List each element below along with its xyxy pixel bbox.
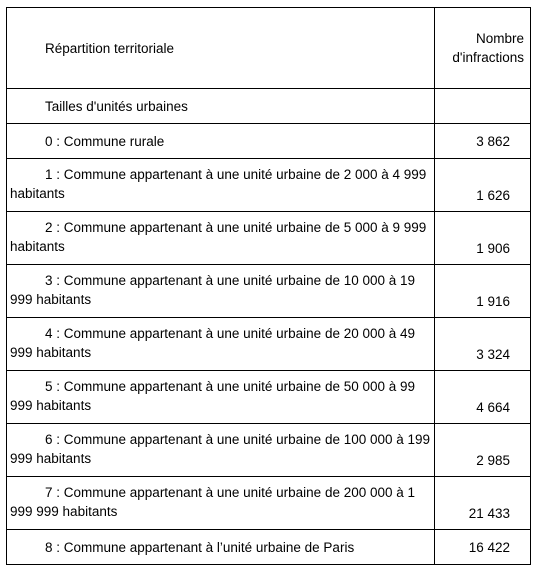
row-value: 1 626	[435, 159, 531, 212]
row-label: 7 : Commune appartenant à une unité urbaine de 200 000 à 1 999 999 habitants	[7, 477, 435, 530]
row-label: 3 : Commune appartenant à une unité urbaine de 10 000 à 19 999 habitants	[7, 265, 435, 318]
row-value: 16 422	[435, 530, 531, 565]
table-row	[7, 371, 531, 424]
row-value: 4 664	[435, 371, 531, 424]
header-count	[435, 8, 531, 89]
row-label: 5 : Commune appartenant à une unité urbaine de 50 000 à 99 999 habitants	[7, 371, 435, 424]
table-row	[7, 159, 531, 212]
header-count-line-2: d'infractions	[452, 50, 524, 65]
table-row	[7, 477, 531, 530]
row-label: 2 : Commune appartenant à une unité urbaine de 5 000 à 9 999 habitants	[7, 212, 435, 265]
row-value: 2 985	[435, 424, 531, 477]
table-row	[7, 212, 531, 265]
row-label: 6 : Commune appartenant à une unité urbaine de 100 000 à 199 999 habitants	[7, 424, 435, 477]
table-row	[7, 124, 531, 159]
row-value: 3 862	[435, 124, 531, 159]
row-label: 4 : Commune appartenant à une unité urbaine de 20 000 à 49 999 habitants	[7, 318, 435, 371]
table-row	[7, 265, 531, 318]
row-label: 0 : Commune rurale	[7, 124, 435, 159]
section-label: Tailles d'unités urbaines	[7, 89, 435, 124]
header-territory: Répartition territoriale	[7, 8, 435, 89]
territorial-distribution-table	[6, 7, 531, 565]
table-row	[7, 530, 531, 565]
header-row	[7, 8, 531, 89]
table-row	[7, 424, 531, 477]
row-label: 8 : Commune appartenant à l’unité urbaine de Paris	[7, 530, 435, 565]
row-value: 1 906	[435, 212, 531, 265]
table-row	[7, 318, 531, 371]
row-label: 1 : Commune appartenant à une unité urbaine de 2 000 à 4 999 habitants	[7, 159, 435, 212]
row-value: 21 433	[435, 477, 531, 530]
section-empty-cell	[435, 89, 531, 124]
row-value: 1 916	[435, 265, 531, 318]
section-row	[7, 89, 531, 124]
header-count-line-1: Nombre	[475, 31, 524, 46]
row-value: 3 324	[435, 318, 531, 371]
